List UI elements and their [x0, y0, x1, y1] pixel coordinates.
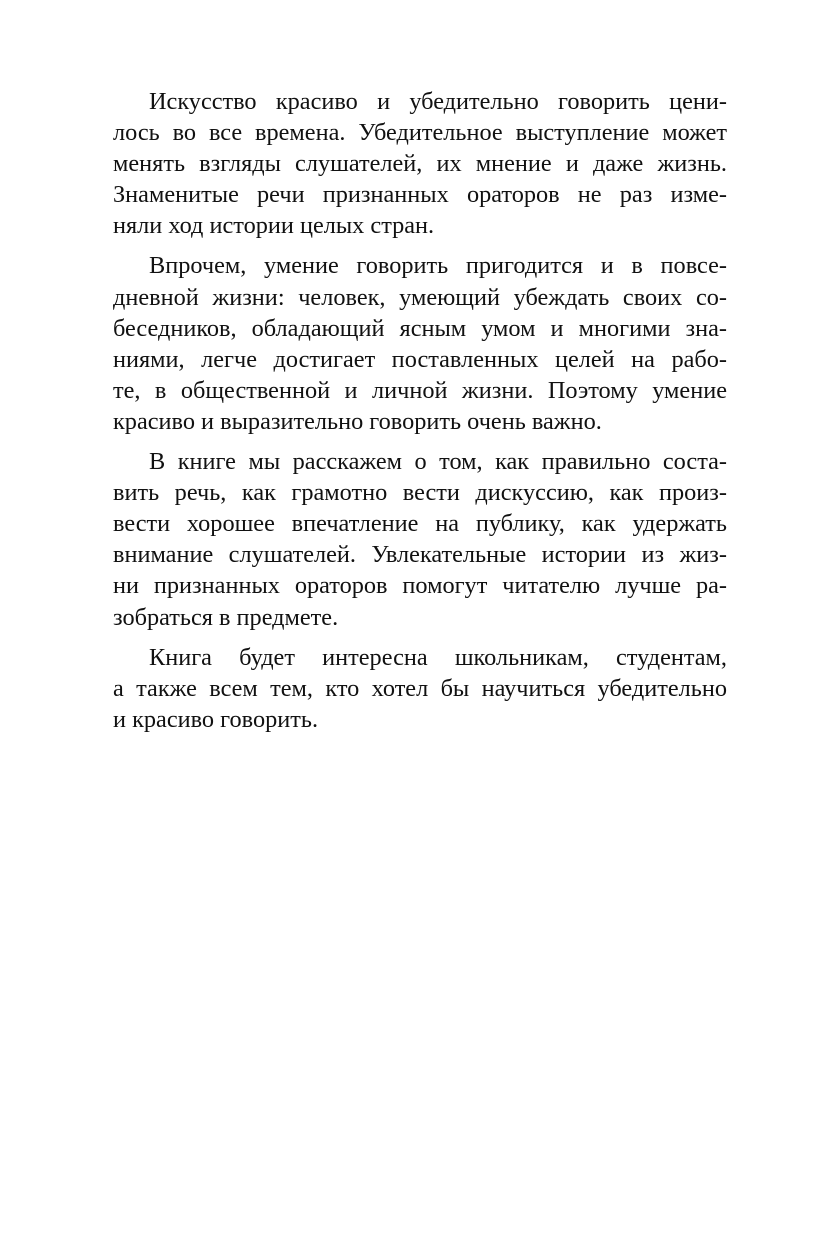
body-text	[113, 86, 727, 744]
text-line: вить речь, как грамотно вести дискуссию, как произ-	[113, 479, 727, 507]
text-line: менять взгляды слушателей, их мнение и даже жизнь.	[113, 150, 727, 178]
text-line: Искусство красиво и убедительно говорить цени-	[149, 88, 727, 115]
text-line: Впрочем, умение говорить пригодится и в повсе-	[149, 252, 727, 280]
text-line: дневной жизни: человек, умеющий убеждать своих со-	[113, 283, 727, 311]
text-line: зобраться в предмете.	[113, 603, 339, 631]
paragraph-4	[113, 642, 727, 735]
text-line: а также всем тем, кто хотел бы научиться убедительно	[113, 674, 727, 702]
paragraph-2	[113, 250, 727, 437]
text-line: те, в общественной и личной жизни. Поэтому умение	[113, 376, 727, 404]
paragraph-1	[113, 86, 727, 241]
text-line: няли ход истории целых стран.	[113, 212, 435, 240]
text-line: красиво и выразительно говорить очень важно.	[113, 407, 602, 435]
text-line: и красиво говорить.	[113, 705, 319, 733]
text-line: ниями, легче достигает поставленных целей на рабо-	[113, 345, 727, 373]
paragraph-3	[113, 446, 727, 633]
text-line: вести хорошее впечатление на публику, как удержать	[113, 510, 727, 538]
text-line: беседников, обладающий ясным умом и многими зна-	[113, 314, 727, 342]
text-line: В книге мы расскажем о том, как правильно соста-	[149, 448, 727, 476]
text-line: Знаменитые речи признанных ораторов не раз изме-	[113, 181, 727, 209]
text-line: Книга будет интересна школьникам, студентам,	[149, 643, 727, 671]
text-line: внимание слушателей. Увлекательные истории из жиз-	[113, 541, 727, 569]
text-line: ни признанных ораторов помогут читателю лучше ра-	[113, 572, 727, 600]
text-line: лось во все времена. Убедительное выступление может	[113, 119, 727, 147]
